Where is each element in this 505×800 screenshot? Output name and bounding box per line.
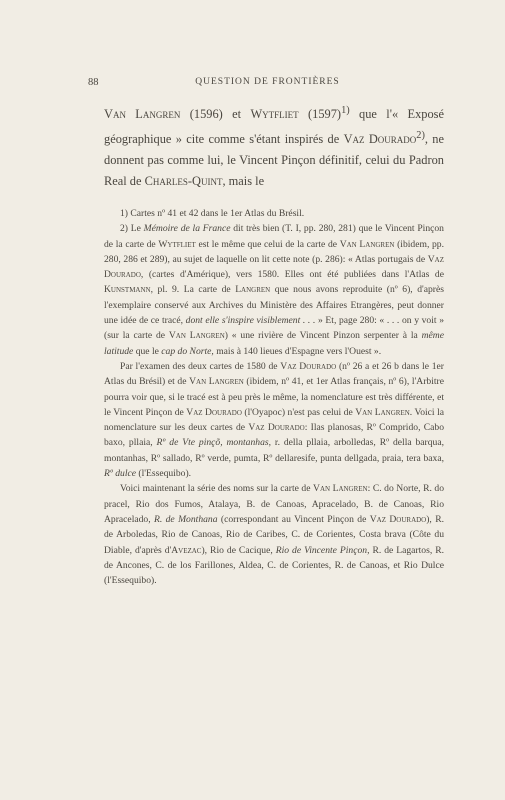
text: que le — [133, 345, 162, 357]
author: Van Langren — [189, 376, 244, 388]
italic-term: Rº dulce — [104, 468, 137, 480]
author: Van Langren — [355, 406, 410, 418]
text: » Et, page 280: « . . . on y voit » (sur la carte de — [104, 315, 444, 342]
name-charles-quint: Charles-Quint — [144, 174, 223, 189]
text: (1596) et — [180, 107, 251, 122]
text: (l'Essequibo). — [136, 468, 192, 480]
text: R. de Lagartos, R. de Ancones, C. de los Farillones, Aldea, C. de Corientes, R. de Canoas, et Rio Dulce (l'Essequibo). — [104, 544, 444, 587]
footnote-1: 1) Cartes nº 41 et 42 dans le 1er Atlas du Brésil. — [120, 208, 305, 219]
author: Van Langren — [313, 483, 368, 495]
author: Vaz Dourado — [248, 422, 305, 434]
footnote-paragraph-3 — [104, 359, 444, 481]
text: mais à 140 lieues d'Espagne vers l'Ouest ». — [213, 345, 382, 357]
text: , mais le — [222, 174, 265, 189]
text: (ibidem, nº 41, et 1er Atlas français, nº 6), l'Arbitre pourra voir que, si le tracé est à peu près le même, la nomenclature est très différente, et le Vincent Pinçon de — [104, 376, 445, 418]
author: Vaz Dourado — [369, 513, 427, 525]
text: (1597) — [298, 107, 342, 122]
text: (l'Oyapoc) n'est pas celui de — [241, 406, 356, 418]
author-van-langren: Van Langren — [104, 107, 181, 122]
author: Avezac — [171, 544, 202, 556]
author: Vaz Dourado — [280, 360, 337, 372]
page-number: 88 — [88, 77, 99, 88]
text: , pl. 9. La carte de — [150, 284, 236, 296]
text: dit très bien (T. I, pp. 280, 281) que le Vincent Pinçon de la carte de — [104, 223, 444, 250]
author: Kunstmann — [104, 284, 151, 296]
author-wytfliet: Wytfliet — [250, 107, 299, 122]
italic-quote: dont elle s'inspire visiblement . . . — [185, 315, 316, 327]
text: Par l'examen des deux cartes de 1580 de — [120, 360, 281, 372]
author: Langren — [235, 284, 271, 296]
text: ), R. de Arboledas, Rio de Canoas, Rio de Caribes, C. de Corientes, Costa brava (Côte du Diable, d'après d' — [104, 513, 445, 556]
author: Vaz Dourado — [104, 253, 444, 281]
text: (nº 26 a et 26 b dans le 1er Atlas du Brésil) et de — [104, 360, 445, 388]
text: : Ilas planosas, Rº Comprido, Cabo baxo, pllaia, — [104, 422, 444, 449]
author-vaz-dourado: Vaz Dourado — [343, 132, 417, 147]
footnote-ref-2: 2) — [416, 130, 425, 142]
author: Vaz Dourado — [186, 406, 242, 418]
italic-term: cap do Norte, — [161, 345, 214, 357]
text: . Voici la nomenclature sur les deux cartes de — [104, 406, 445, 434]
text: est le même que celui de la carte de — [195, 238, 340, 250]
author: Van Langren — [339, 238, 395, 250]
page-header — [88, 77, 447, 91]
italic-term: Rio de Vincente Pinçon, — [275, 544, 370, 556]
text: ), Rio de Cacique, — [201, 544, 276, 556]
text: (correspondant au Vincent Pinçon de — [217, 513, 370, 525]
text: , (cartes d'Amérique), vers 1580. Elles ont été publiées dans l'Atlas de — [140, 269, 444, 281]
italic-term: Rº de Vte pinçõ, montanhas, — [156, 437, 272, 449]
author: Van Langren — [168, 330, 225, 342]
text: (ibidem, pp. 280, 286 et 289), au sujet de laquelle on lit cette note (p. 286): « Atlas portugais de — [104, 238, 445, 265]
footnote-2 — [104, 221, 444, 359]
text: que nous avons reproduite (nº 6), d'après l'exemplaire conservé aux Archives du Ministère des Affaires Etrangères, peut donner une idée de ce tracé, — [104, 284, 444, 327]
author: Wytfliet — [158, 238, 196, 250]
footnote-paragraph-4 — [104, 481, 444, 588]
text: : C. do Norte, R. do pracel, Rio dos Fumos, Atalaya, B. de Canoas, Apracelado, B. de Canoas, Rio Apracelado, — [104, 483, 444, 525]
text: , ne donnent pas comme lui, le Vincent Pinçon définitif, celui du Padron Real de — [104, 132, 444, 189]
text: que l'« Exposé géographique » cite comme s'étant inspirés de — [104, 107, 444, 147]
text: 2) Le — [120, 223, 144, 235]
footnote-ref-1: 1) — [341, 105, 350, 116]
italic-term: même latitude — [104, 330, 444, 357]
text: Voici maintenant la série des noms sur la carte de — [120, 483, 314, 495]
main-text — [104, 100, 444, 192]
text: r. della pllaia, arbolledas, Rº della barqua, montanhas, Rº sallado, Rº verde, pumta, Rº dellaresife, punta dellgada, praia, tera baxa, — [104, 437, 445, 464]
running-title: QUESTION DE FRONTIÈRES — [195, 77, 340, 87]
text: ) « une rivière de Vincent Pinzon serpenter à la — [224, 330, 422, 342]
footnotes — [104, 206, 444, 588]
italic-term: R. de Monthana — [154, 513, 218, 525]
italic-title: Mémoire de la France — [143, 223, 231, 235]
main-paragraph — [104, 100, 444, 192]
